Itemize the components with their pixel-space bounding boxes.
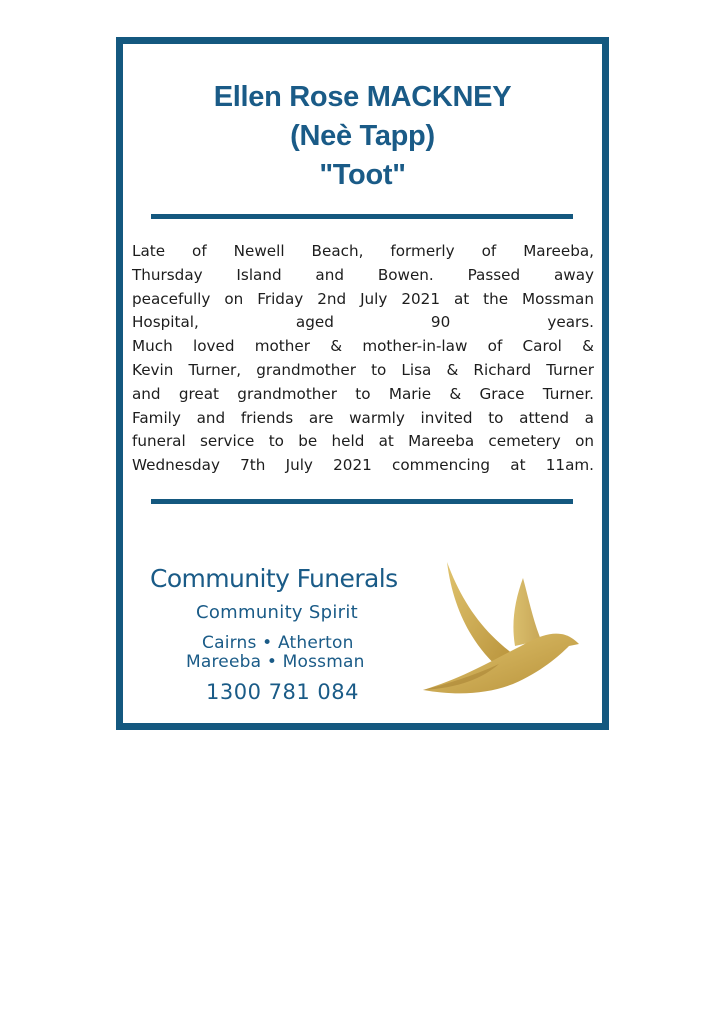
dove-icon (403, 560, 583, 700)
divider-top (151, 214, 573, 219)
body-line: peacefully on Friday 2nd July 2021 at the Mossman (132, 289, 594, 308)
brand-phone: 1300 781 084 (206, 680, 359, 704)
body-line: Kevin Turner, grandmother to Lisa & Richard Turner (132, 360, 594, 379)
brand-tagline: Community Spirit (196, 602, 359, 623)
death-notice (116, 37, 609, 730)
brand-name: Community Funerals (150, 564, 398, 593)
body-line: Hospital, aged 90 years. (132, 313, 594, 332)
brand-locations: Mareeba • Mossman (186, 652, 365, 672)
body-line: Thursday Island and Bowen. Passed away (132, 265, 594, 284)
brand-locations: Cairns • Atherton (202, 633, 354, 653)
nickname: "Toot" (319, 159, 406, 191)
maiden-name: (Neè Tapp) (290, 120, 435, 152)
body-line: Wednesday 7th July 2021 commencing at 11am. (132, 456, 594, 475)
funeral-home-logo (148, 564, 588, 714)
body-line: Much loved mother & mother-in-law of Carol & (132, 337, 594, 356)
divider-bottom (151, 499, 573, 504)
notice-heading (123, 78, 602, 195)
body-line: Family and friends are warmly invited to attend a (132, 408, 594, 427)
body-line: Late of Newell Beach, formerly of Mareeba, (132, 242, 594, 260)
deceased-name: Ellen Rose MACKNEY (213, 81, 512, 113)
body-line: and great grandmother to Marie & Grace Turner. (132, 384, 594, 403)
body-line: funeral service to be held at Mareeba cemetery on (132, 432, 594, 451)
notice-body (132, 240, 594, 478)
